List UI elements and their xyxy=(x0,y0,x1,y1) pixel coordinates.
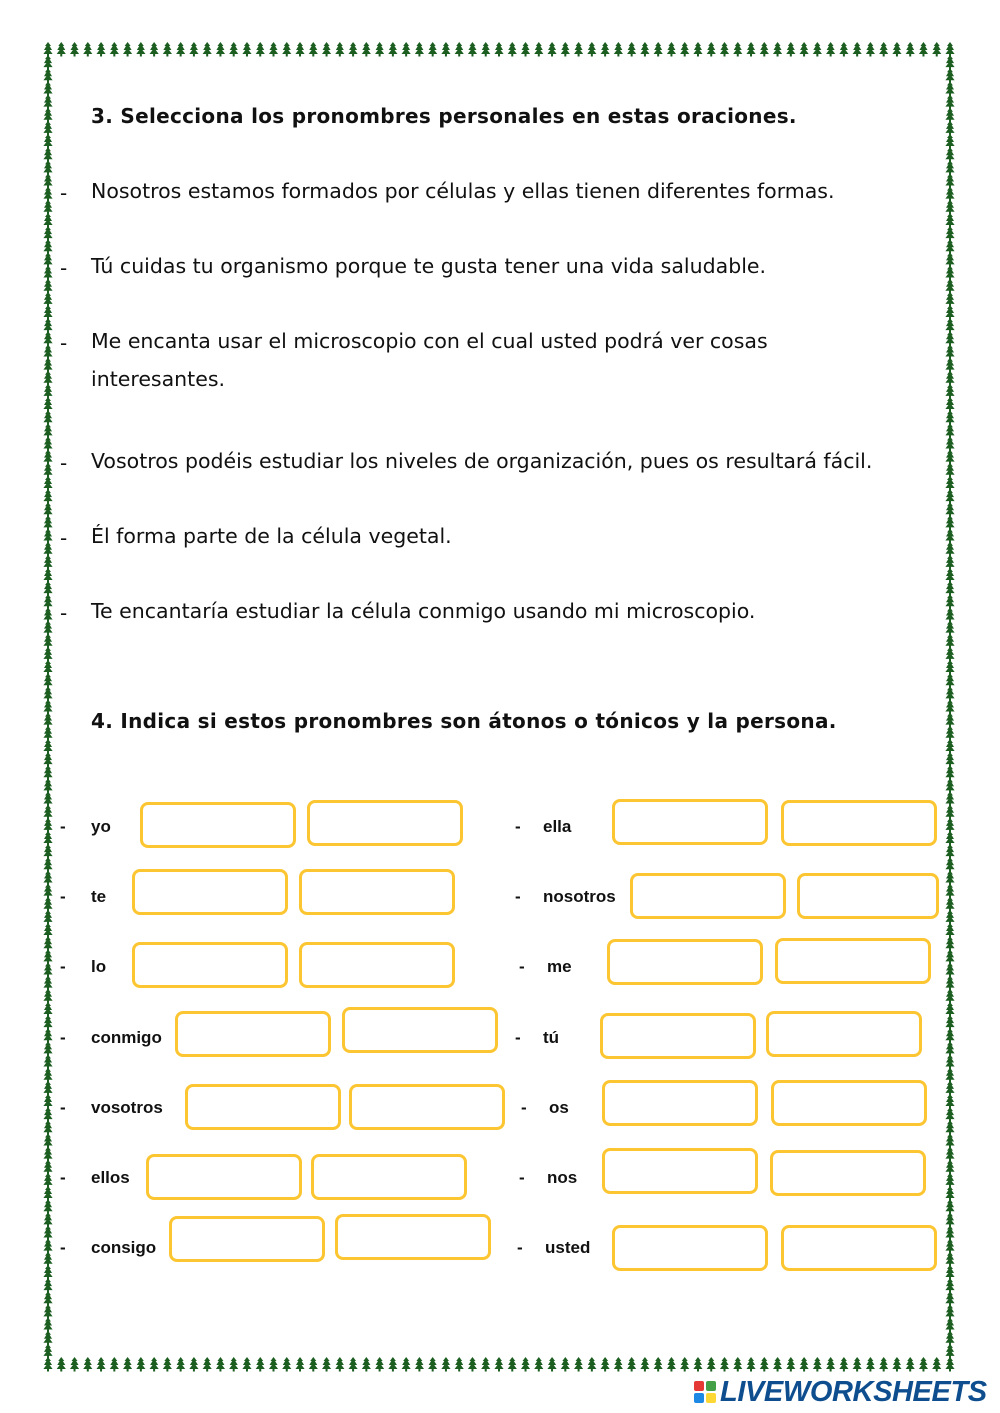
ellos-type-box[interactable] xyxy=(146,1154,302,1200)
tu-person-box[interactable] xyxy=(766,1011,922,1057)
left-row-6-dash: - xyxy=(60,1168,66,1187)
os-person-box[interactable] xyxy=(771,1080,927,1126)
left-row-7-dash: - xyxy=(60,1238,66,1257)
right-pronoun-me: me xyxy=(547,957,572,976)
right-row-3-dash: - xyxy=(519,957,525,976)
left-pronoun-ellos: ellos xyxy=(91,1168,130,1187)
right-pronoun-tu: tú xyxy=(543,1028,560,1047)
right-pronoun-os: os xyxy=(549,1098,569,1117)
sentence-6[interactable]: Te encantaría estudiar la célula conmigo usando mi microscopio. xyxy=(91,599,756,623)
right-pronoun-nos: nos xyxy=(547,1168,578,1187)
sentence-3-line-2[interactable]: interesantes. xyxy=(91,367,226,391)
consigo-person-box[interactable] xyxy=(335,1214,491,1260)
right-row-6-dash: - xyxy=(519,1168,525,1187)
conmigo-person-box[interactable] xyxy=(342,1007,498,1053)
lo-type-box[interactable] xyxy=(132,942,288,988)
left-row-2-dash: - xyxy=(60,887,66,906)
left-row-5-dash: - xyxy=(60,1098,66,1117)
brand-name: LIVEWORKSHEETS xyxy=(720,1375,987,1408)
sentence-4[interactable]: Vosotros podéis estudiar los niveles de organización, pues os resultará fácil. xyxy=(91,449,873,473)
left-pronoun-te: te xyxy=(91,887,107,906)
nos-type-box[interactable] xyxy=(602,1148,758,1194)
left-pronoun-lo: lo xyxy=(91,957,107,976)
left-pronoun-vosotros: vosotros xyxy=(91,1098,163,1117)
ella-person-box[interactable] xyxy=(781,800,937,846)
conmigo-type-box[interactable] xyxy=(175,1011,331,1057)
right-pronoun-nosotros: nosotros xyxy=(543,887,616,906)
logo-cube-2 xyxy=(706,1381,716,1391)
right-row-1-dash: - xyxy=(515,817,521,836)
te-type-box[interactable] xyxy=(132,869,288,915)
tu-type-box[interactable] xyxy=(600,1013,756,1059)
vosotros-person-box[interactable] xyxy=(349,1084,505,1130)
usted-type-box[interactable] xyxy=(612,1225,768,1271)
left-pronoun-conmigo: conmigo xyxy=(91,1028,162,1047)
right-row-2-dash: - xyxy=(515,887,521,906)
left-row-1-dash: - xyxy=(60,817,66,836)
te-person-box[interactable] xyxy=(299,869,455,915)
usted-person-box[interactable] xyxy=(781,1225,937,1271)
ellos-person-box[interactable] xyxy=(311,1154,467,1200)
sentence-1-dash: - xyxy=(60,181,68,205)
nos-person-box[interactable] xyxy=(770,1150,926,1196)
left-pronoun-consigo: consigo xyxy=(91,1238,157,1257)
right-row-4-dash: - xyxy=(515,1028,521,1047)
left-pronoun-yo: yo xyxy=(91,817,111,836)
sentence-3-line-1[interactable]: Me encanta usar el microscopio con el cual usted podrá ver cosas xyxy=(91,329,768,353)
nosotros-type-box[interactable] xyxy=(630,873,786,919)
sentence-3-dash: - xyxy=(60,331,68,355)
vosotros-type-box[interactable] xyxy=(185,1084,341,1130)
liveworksheets-logo[interactable] xyxy=(694,1376,987,1408)
me-type-box[interactable] xyxy=(607,939,763,985)
sentence-5-dash: - xyxy=(60,526,68,550)
logo-cube-4 xyxy=(706,1393,716,1403)
right-row-5-dash: - xyxy=(521,1098,527,1117)
me-person-box[interactable] xyxy=(775,938,931,984)
right-row-7-dash: - xyxy=(517,1238,523,1257)
yo-person-box[interactable] xyxy=(307,800,463,846)
logo-cube-3 xyxy=(694,1393,704,1403)
sentence-4-dash: - xyxy=(60,451,68,475)
left-row-3-dash: - xyxy=(60,957,66,976)
os-type-box[interactable] xyxy=(602,1080,758,1126)
right-pronoun-ella: ella xyxy=(543,817,572,836)
ella-type-box[interactable] xyxy=(612,799,768,845)
sentence-2[interactable]: Tú cuidas tu organismo porque te gusta tener una vida saludable. xyxy=(91,254,767,278)
nosotros-person-box[interactable] xyxy=(797,873,939,919)
left-row-4-dash: - xyxy=(60,1028,66,1047)
lo-person-box[interactable] xyxy=(299,942,455,988)
sentence-2-dash: - xyxy=(60,256,68,280)
sentence-6-dash: - xyxy=(60,601,68,625)
logo-cube-1 xyxy=(694,1381,704,1391)
consigo-type-box[interactable] xyxy=(169,1216,325,1262)
logo-cubes-icon xyxy=(694,1381,716,1403)
exercise-4-heading: 4. Indica si estos pronombres son átonos o tónicos y la persona. xyxy=(91,709,837,733)
right-pronoun-usted: usted xyxy=(545,1238,591,1257)
exercise-3-heading: 3. Selecciona los pronombres personales en estas oraciones. xyxy=(91,104,797,128)
sentence-5[interactable]: Él forma parte de la célula vegetal. xyxy=(91,524,452,548)
sentence-1[interactable]: Nosotros estamos formados por células y ellas tienen diferentes formas. xyxy=(91,179,835,203)
yo-type-box[interactable] xyxy=(140,802,296,848)
